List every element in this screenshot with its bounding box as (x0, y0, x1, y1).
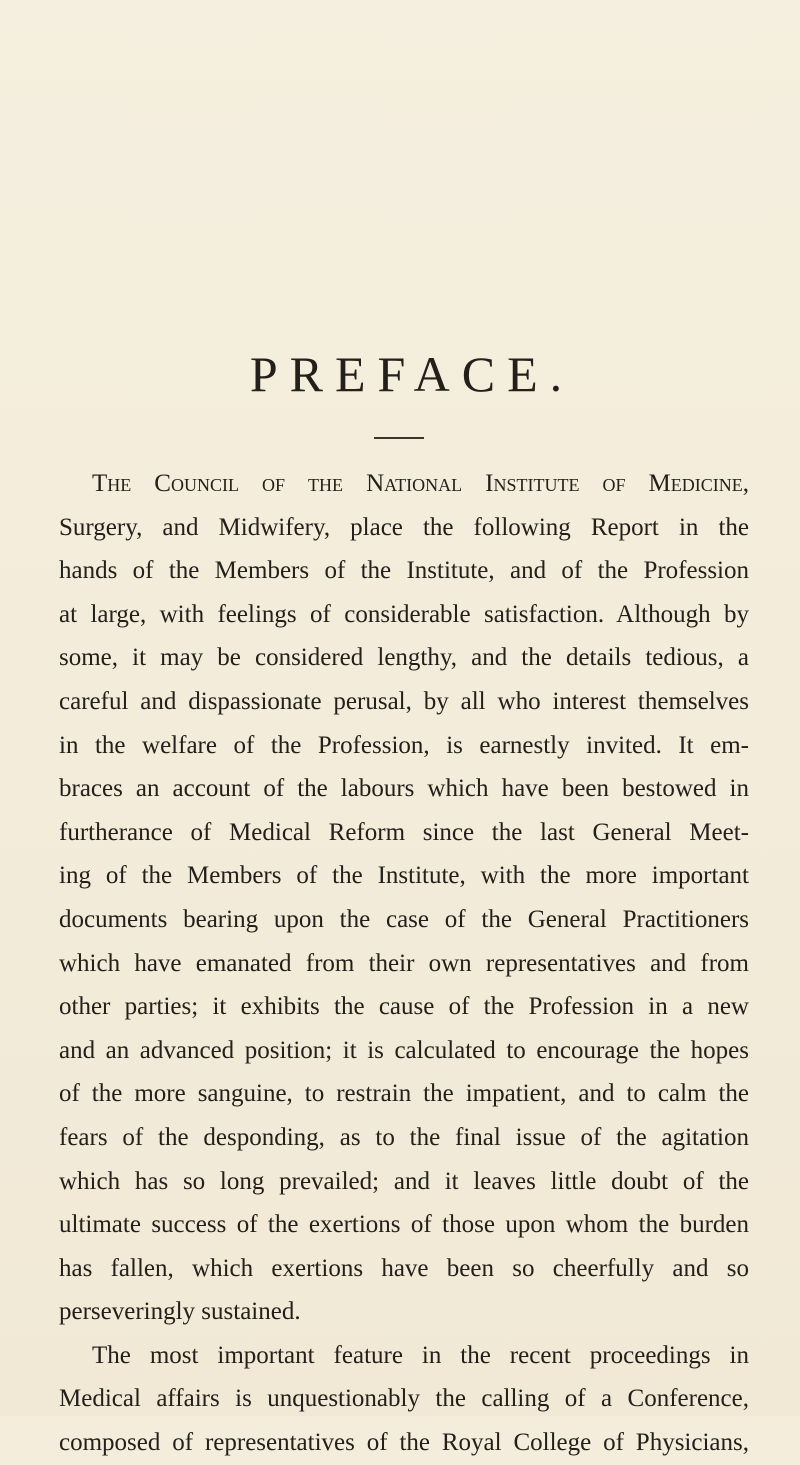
paragraph (59, 462, 749, 1334)
text-line: composed of representatives of the Royal College of Physicians, (59, 1429, 749, 1457)
paragraph (59, 1334, 749, 1465)
text-line: documents bearing upon the case of the General Practitioners (59, 905, 749, 933)
text-line: fears of the desponding, as to the final issue of the agitation (59, 1123, 749, 1151)
text-line: Medical affairs is unquestionably the calling of a Conference, (59, 1385, 749, 1413)
text-line: furtherance of Medical Reform since the last General Meet- (59, 818, 749, 846)
text-line: The Council of the National Institute of Medicine, (92, 470, 749, 497)
text-line: ultimate success of the exertions of those upon whom the burden (59, 1211, 749, 1239)
text-line: The most important feature in the recent proceedings in (92, 1341, 749, 1369)
text-line: some, it may be considered lengthy, and the details tedious, a (59, 644, 749, 672)
text-line: Surgery, and Midwifery, place the following Report in the (59, 513, 749, 541)
text-line: braces an account of the labours which have been bestowed in (59, 775, 749, 803)
text-line: ing of the Members of the Institute, with the more important (59, 862, 749, 890)
title-rule (374, 437, 424, 439)
text-line: perseveringly sustained. (59, 1298, 301, 1326)
text-line: at large, with feelings of considerable satisfaction. Although by (59, 600, 749, 628)
text-line: hands of the Members of the Institute, and of the Profession (59, 557, 749, 585)
text-line: careful and dispassionate perusal, by all who interest themselves (59, 687, 749, 715)
text-line: which have emanated from their own representatives and from (59, 949, 749, 977)
text-line: has fallen, which exertions have been so cheerfully and so (59, 1254, 749, 1282)
body-text (59, 462, 749, 1465)
text-line: and an advanced position; it is calculated to encourage the hopes (59, 1036, 749, 1064)
text-line: other parties; it exhibits the cause of the Profession in a new (59, 993, 749, 1021)
page-title: PREFACE. (249, 346, 575, 402)
text-line: of the more sanguine, to restrain the impatient, and to calm the (59, 1080, 749, 1108)
text-line: which has so long prevailed; and it leaves little doubt of the (59, 1167, 749, 1195)
text-line: in the welfare of the Profession, is earnestly invited. It em- (59, 731, 749, 759)
